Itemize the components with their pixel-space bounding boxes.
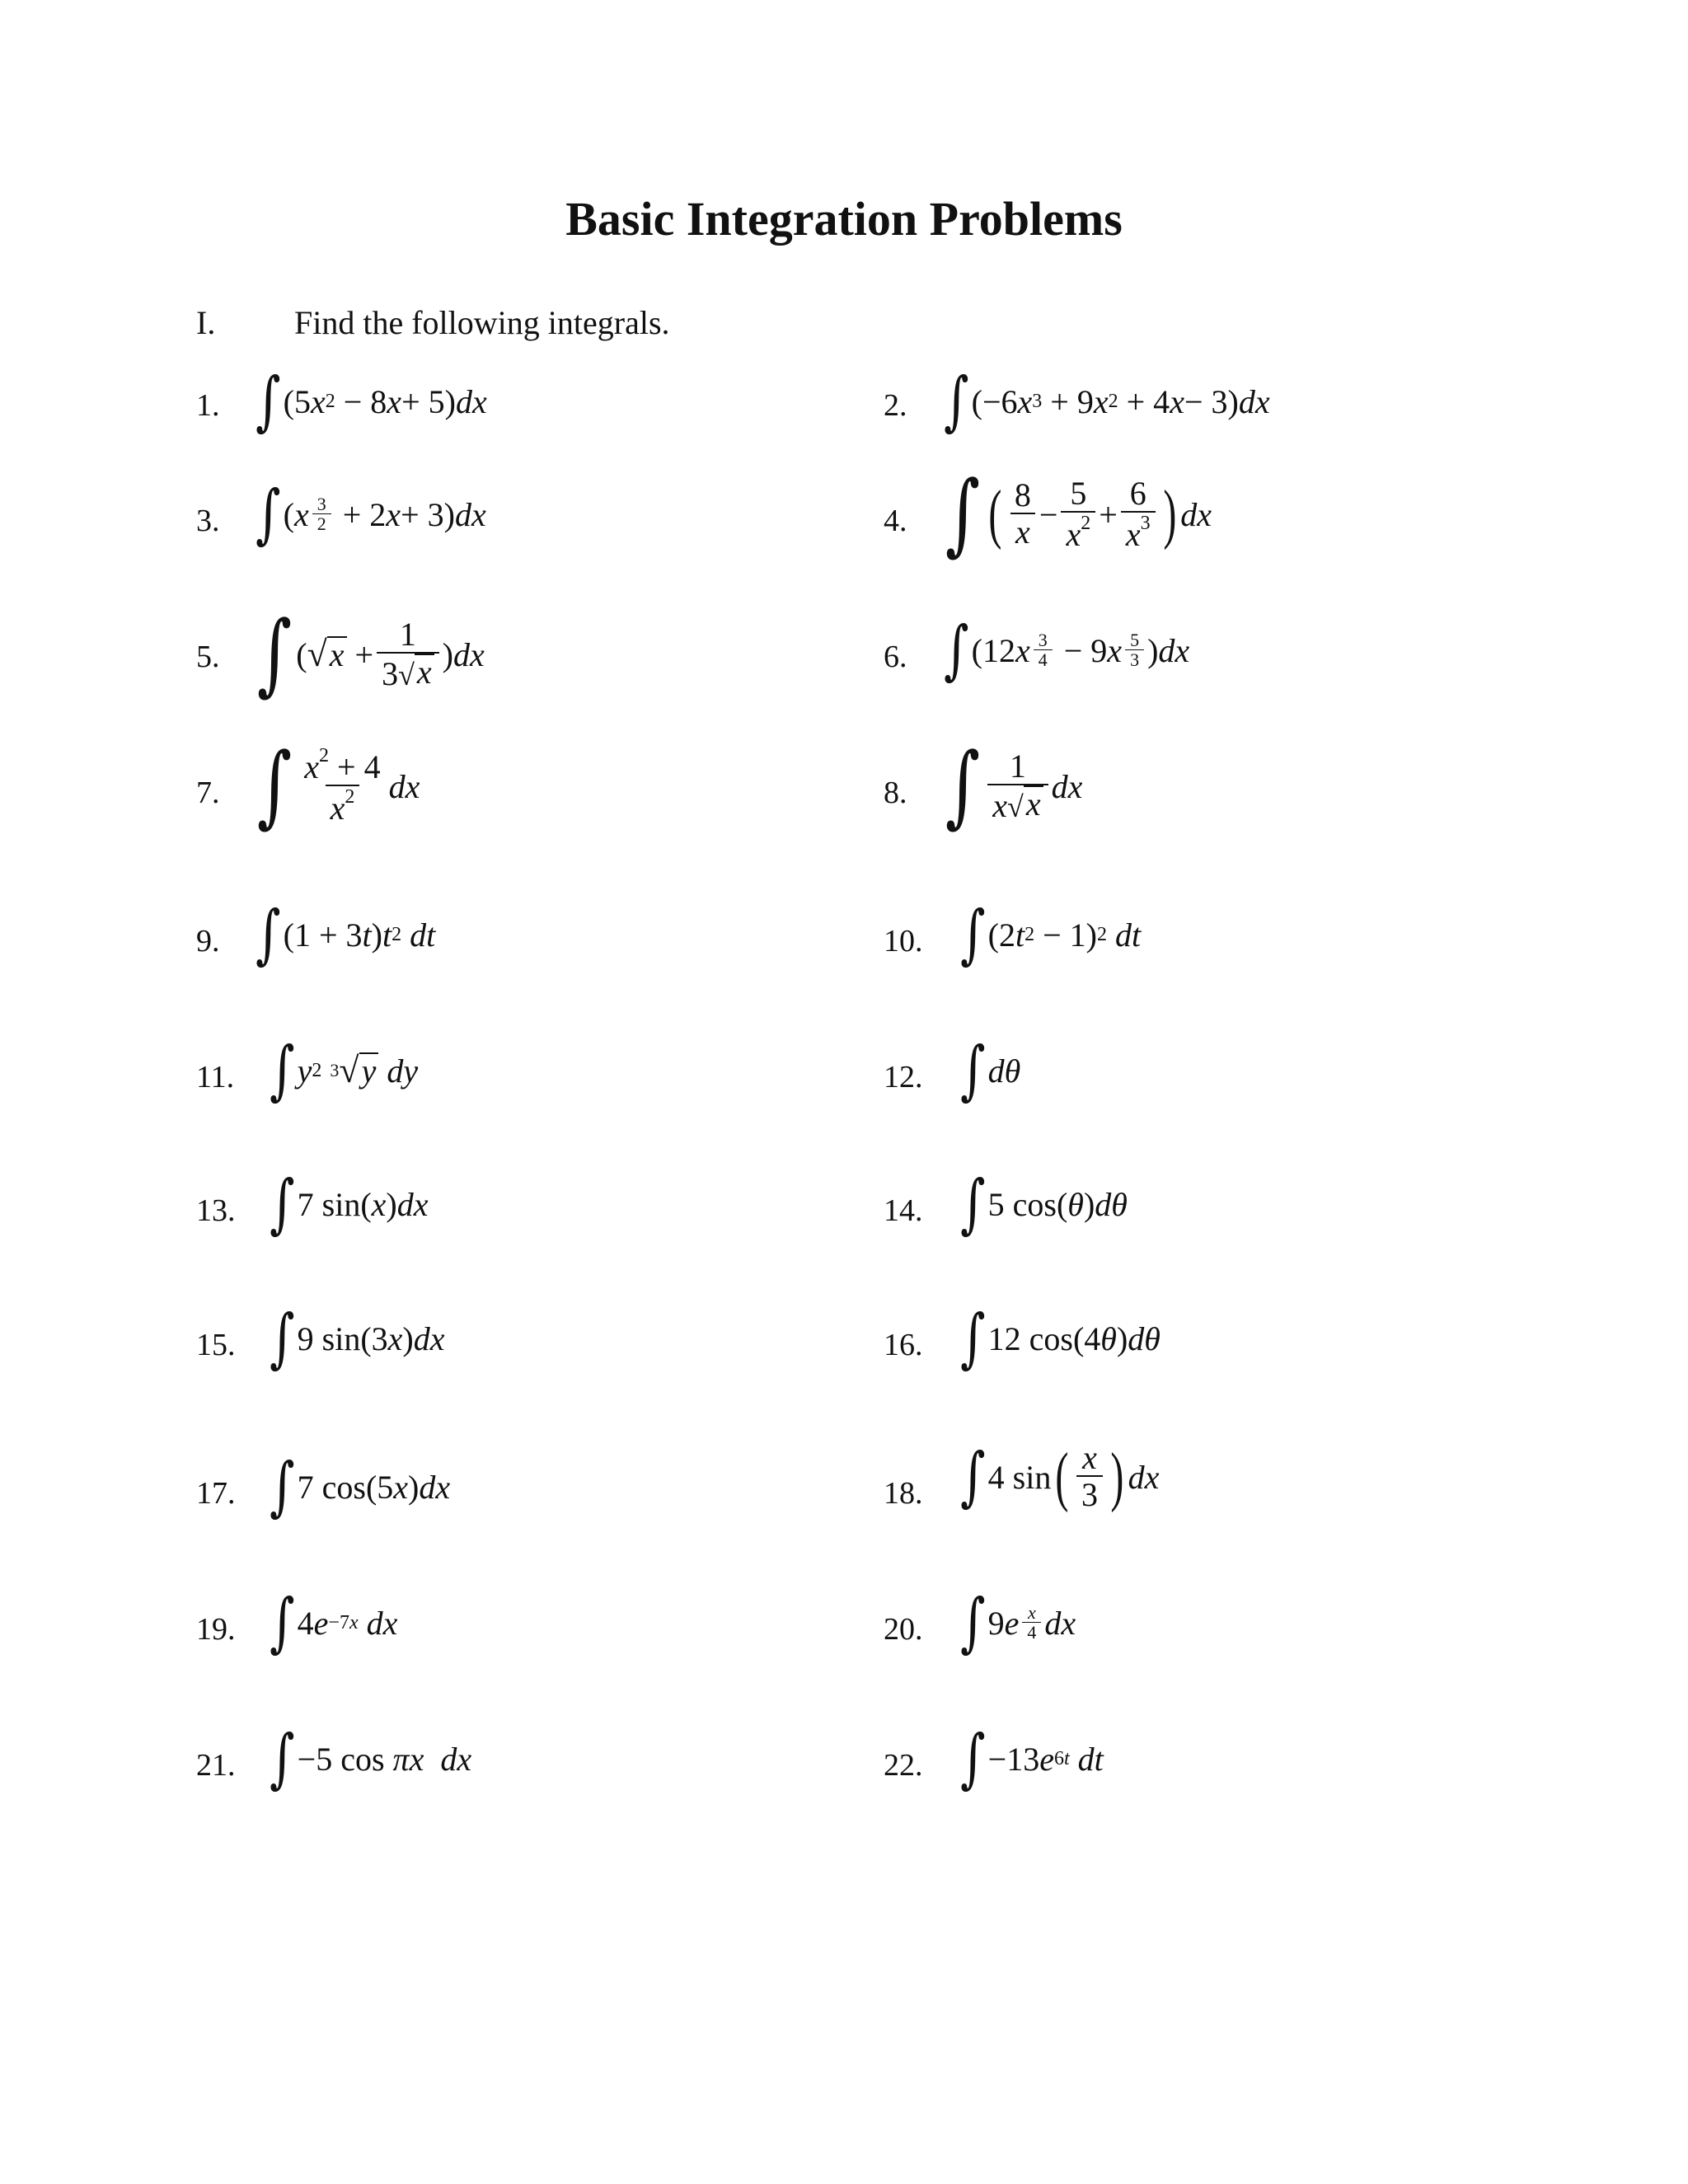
problem-12-expression: ∫ dθ	[960, 1033, 1021, 1108]
problem-number: 20.	[884, 1612, 923, 1647]
problem-16-expression: ∫ 12 cos(4 θ ) dθ	[960, 1301, 1160, 1376]
problem-3-expression: ∫ ( x $\frac{3}{2}$ + 2 x + 3) dx	[256, 477, 486, 551]
problem-14-expression: ∫ 5 cos( θ ) dθ	[960, 1167, 1128, 1241]
problem-number: 8.	[884, 776, 907, 810]
problem-number: 3.	[196, 504, 220, 538]
problem-20-expression: ∫ 9 e $\frac{x}{4}$ dx	[960, 1586, 1076, 1660]
problem-number: 2.	[884, 388, 907, 423]
problem-17-expression: ∫ 7 cos(5 x ) dx	[270, 1450, 451, 1524]
problem-9-expression: ∫ (1 + 3 t ) t 2 dt	[256, 898, 436, 972]
problem-2-expression: ∫ (−6 x 3 + 9 x 2 + 4 x − 3) dx	[944, 364, 1270, 438]
problem-number: 21.	[196, 1748, 236, 1783]
problem-number: 19.	[196, 1612, 236, 1647]
section-instruction: Find the following integrals.	[294, 304, 670, 341]
problem-number: 22.	[884, 1748, 923, 1783]
problem-number: 11.	[196, 1060, 235, 1094]
problem-number: 16.	[884, 1328, 923, 1362]
problem-number: 17.	[196, 1476, 236, 1511]
problem-4-expression: ∫ ( $\frac{8}{x}$ − $\frac{5}{x^2}$ + $\frac{6}{x^3}$ ) dx	[945, 462, 1212, 565]
problem-number: 10.	[884, 924, 923, 958]
problem-6-expression: ∫ (12 x $\frac{3}{4}$ − 9 x $\frac{5}{3}$ ) dx	[944, 613, 1190, 687]
page-title: Basic Integration Problems	[565, 192, 1123, 246]
problem-11-expression: ∫ y 2 3 √ y dy	[270, 1033, 419, 1108]
problem-number: 14.	[884, 1193, 923, 1228]
problem-number: 13.	[196, 1193, 236, 1228]
problem-number: 9.	[196, 924, 220, 958]
problem-7-expression: ∫ $\frac{x^2 + 4}{x^2}$ dx	[257, 734, 420, 837]
problem-8-expression: ∫ 1 x √ x dx	[945, 734, 1083, 837]
problem-number: 5.	[196, 640, 220, 674]
problem-number: 18.	[884, 1476, 923, 1511]
problem-number: 6.	[884, 640, 907, 674]
problem-13-expression: ∫ 7 sin( x ) dx	[270, 1167, 429, 1241]
problem-number: 7.	[196, 776, 220, 810]
problem-number: 15.	[196, 1328, 236, 1362]
section-number: I.	[196, 304, 216, 341]
problem-22-expression: ∫ −13 e 6t dt	[960, 1722, 1104, 1796]
problem-15-expression: ∫ 9 sin(3 x ) dx	[270, 1301, 445, 1376]
problem-number: 4.	[884, 504, 907, 538]
problem-number: 1.	[196, 388, 220, 423]
problem-21-expression: ∫ −5 cos πx dx	[270, 1722, 472, 1796]
problem-1-expression: ∫ (5 x 2 − 8 x + 5) dx	[256, 364, 487, 438]
problem-number: 12.	[884, 1060, 923, 1094]
problem-10-expression: ∫ (2 t 2 − 1) 2 dt	[960, 898, 1142, 972]
problem-5-expression: ∫ ( √ x + 1 3 √ x ) dx	[257, 602, 485, 705]
problem-18-expression: ∫ 4 sin ( $\frac{x}{3}$ ) dx	[960, 1439, 1160, 1514]
problem-19-expression: ∫ 4 e −7x dx	[270, 1586, 398, 1660]
